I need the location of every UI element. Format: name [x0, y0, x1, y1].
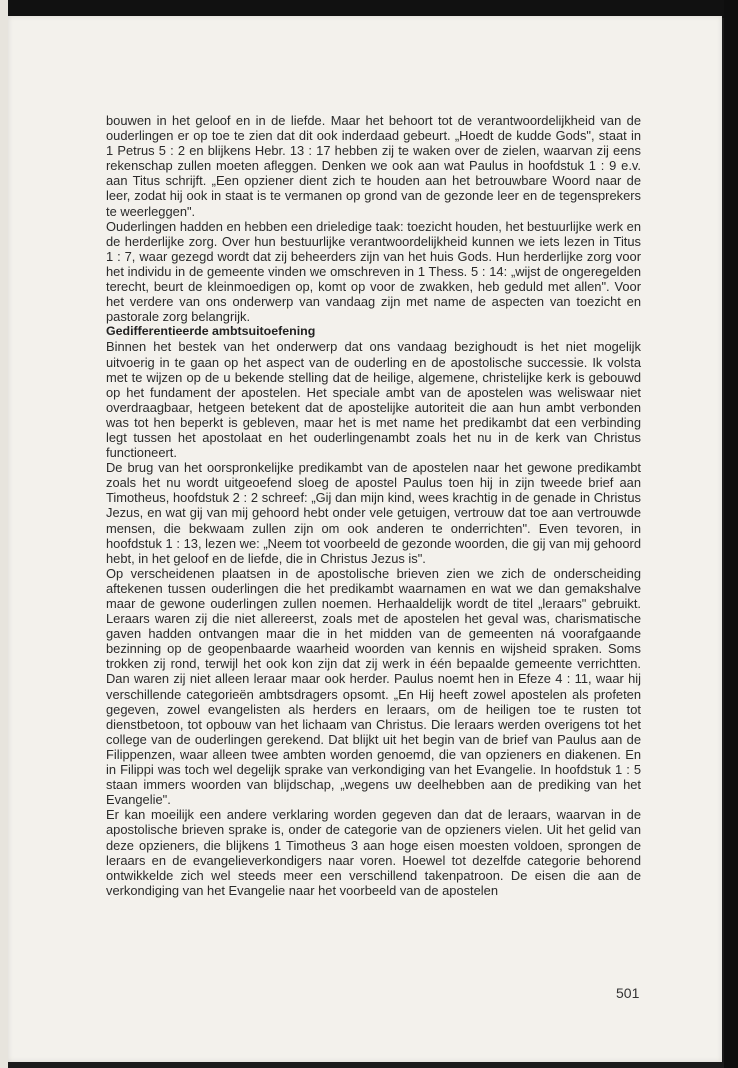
paragraph-4: De brug van het oorspronkelijke predikambt van de apostelen naar het gewone predikambt zoals het nu wordt uitgeoefend sloeg de apostel Paulus toen hij in zijn tweede brief aan Timotheus, hoofdstuk 2 : 2 schreef: „Gij dan mijn kind, wees krachtig in de genade in Christus Jezus, en wat gij van mij gehoord hebt onder vele getuigen, vertrouw dat toe aan vertrouwde mensen, die bekwaam zullen zijn om ook anderen te onderrichten". Even tevoren, in hoofdstuk 1 : 13, lezen we: „Neem tot voorbeeld de gezonde woorden, die gij van mij gehoord hebt, in het geloof en de liefde, die in Christus Jezus is". — [106, 460, 641, 566]
section-heading: Gedifferentieerde ambtsuitoefening — [106, 324, 316, 339]
page-content — [106, 113, 641, 898]
paragraph-2: Ouderlingen hadden en hebben een drieledige taak: toezicht houden, het bestuurlijke werk en de herderlijke zorg. Over hun bestuurlijke verantwoordelijkheid kunnen we iets lezen in Titus 1 : 7, waar gezegd wordt dat zij beheerders zijn van het huis Gods. Hun herderlijke zorg voor het individu in de gemeente vinden we omschreven in 1 Thess. 5 : 14: „wijst de ongeregelden terecht, beurt de kleinmoedigen op, komt op voor de zwakken, heb geduld met allen". Voor het verdere van ons onderwerp van vandaag zijn met name de aspecten van toezicht en pastorale zorg belangrijk. — [106, 218, 641, 325]
paragraph-6: Er kan moeilijk een andere verklaring worden gegeven dan dat de leraars, waarvan in de apostolische brieven sprake is, onder de categorie van de opzieners vielen. Uit het gelid van deze opzieners, die blijkens 1 Timotheus 3 aan hoge eisen moesten voldoen, sprongen de leraars en de evangelieverkondigers naar voren. Hoewel tot dezelfde categorie behorend ontwikkelde zich wel steeds meer een verschillend takenpatroon. De eisen die aan de verkondiging van het Evangelie naar het voorbeeld van de apostelen — [106, 807, 641, 898]
scan-border-right — [724, 0, 738, 1068]
scan-border-left — [0, 0, 8, 1068]
paragraph-3: Binnen het bestek van het onderwerp dat ons vandaag bezighoudt is het niet mogelijk uitvoerig in te gaan op het aspect van de ouderling en de apostolische successie. Ik volsta met te wijzen op de u bekende stelling dat de heilige, algemene, christelijke kerk is gebouwd op het fundament der apostelen. Het speciale ambt van de apostelen was weliswaar niet overdraagbaar, hetgeen betekent dat de apostelijke autoriteit die aan hun ambt verbonden was tot hen beperkt is gebleven, maar het is met name het predikambt dat een verbinding legt tussen het apostolaat en het ouderlingenambt zoals het nu in de kerk van Christus functioneert. — [106, 339, 641, 461]
page-number: 501 — [616, 985, 640, 1001]
paragraph-1: bouwen in het geloof en in de liefde. Maar het behoort tot de verantwoordelijkheid van de ouderlingen er op toe te zien dat dit ook inderdaad gebeurt. „Hoedt de kudde Gods", staat in 1 Petrus 5 : 2 en blijkens Hebr. 13 : 17 hebben zij te waken over de zielen, waarvan zij eens rekenschap zullen moeten afleggen. Denken we ook aan wat Paulus in hoofdstuk 1 : 9 e.v. aan Titus schrijft. „Een opziener dient zich te houden aan het betrouwbare Woord naar de leer, zodat hij ook in staat is te vermanen op grond van de gezonde leer en de tegensprekers te weerleggen". — [106, 113, 641, 219]
paragraph-5: Op verscheidenen plaatsen in de apostolische brieven zien we zich de onderscheiding aftekenen tussen ouderlingen die het predikambt waarnamen en wat we dan gemakshalve maar de gewone ouderlingen zullen noemen. Herhaaldelijk wordt de titel „leraars" gebruikt. Leraars waren zij die niet allereerst, zoals met de apostelen het geval was, charismatische gaven hadden ontvangen maar die in het midden van de gemeenten ná voorafgaande bezinning op de geopenbaarde waarheid woorden van kennis en wijsheid spraken. Soms trokken zij rond, terwijl het ook kon zijn dat zij werk in één bepaalde gemeente verrichtten. Dan waren zij niet alleen leraar maar ook herder. Paulus noemt hen in Efeze 4 : 11, waar hij verschillende categorieën ambtsdragers opsomt. „En Hij heeft zowel apostelen als profeten gegeven, zowel evangelisten als herders en leraars, om de heiligen toe te rusten tot dienstbetoon, tot opbouw van het lichaam van Christus. Die leraars werden overigens tot het college van de ouderlingen gerekend. Dat blijkt uit het begin van de brief van Paulus aan de Filippenzen, waar alleen twee ambten worden genoemd, die van opzieners en diakenen. En in Filippi was toch wel degelijk sprake van verkondiging van het Evangelie. In hoofdstuk 1 : 5 staan immers woorden van blijdschap, „wegens uw deelhebben aan de prediking van het Evangelie". — [106, 565, 641, 808]
